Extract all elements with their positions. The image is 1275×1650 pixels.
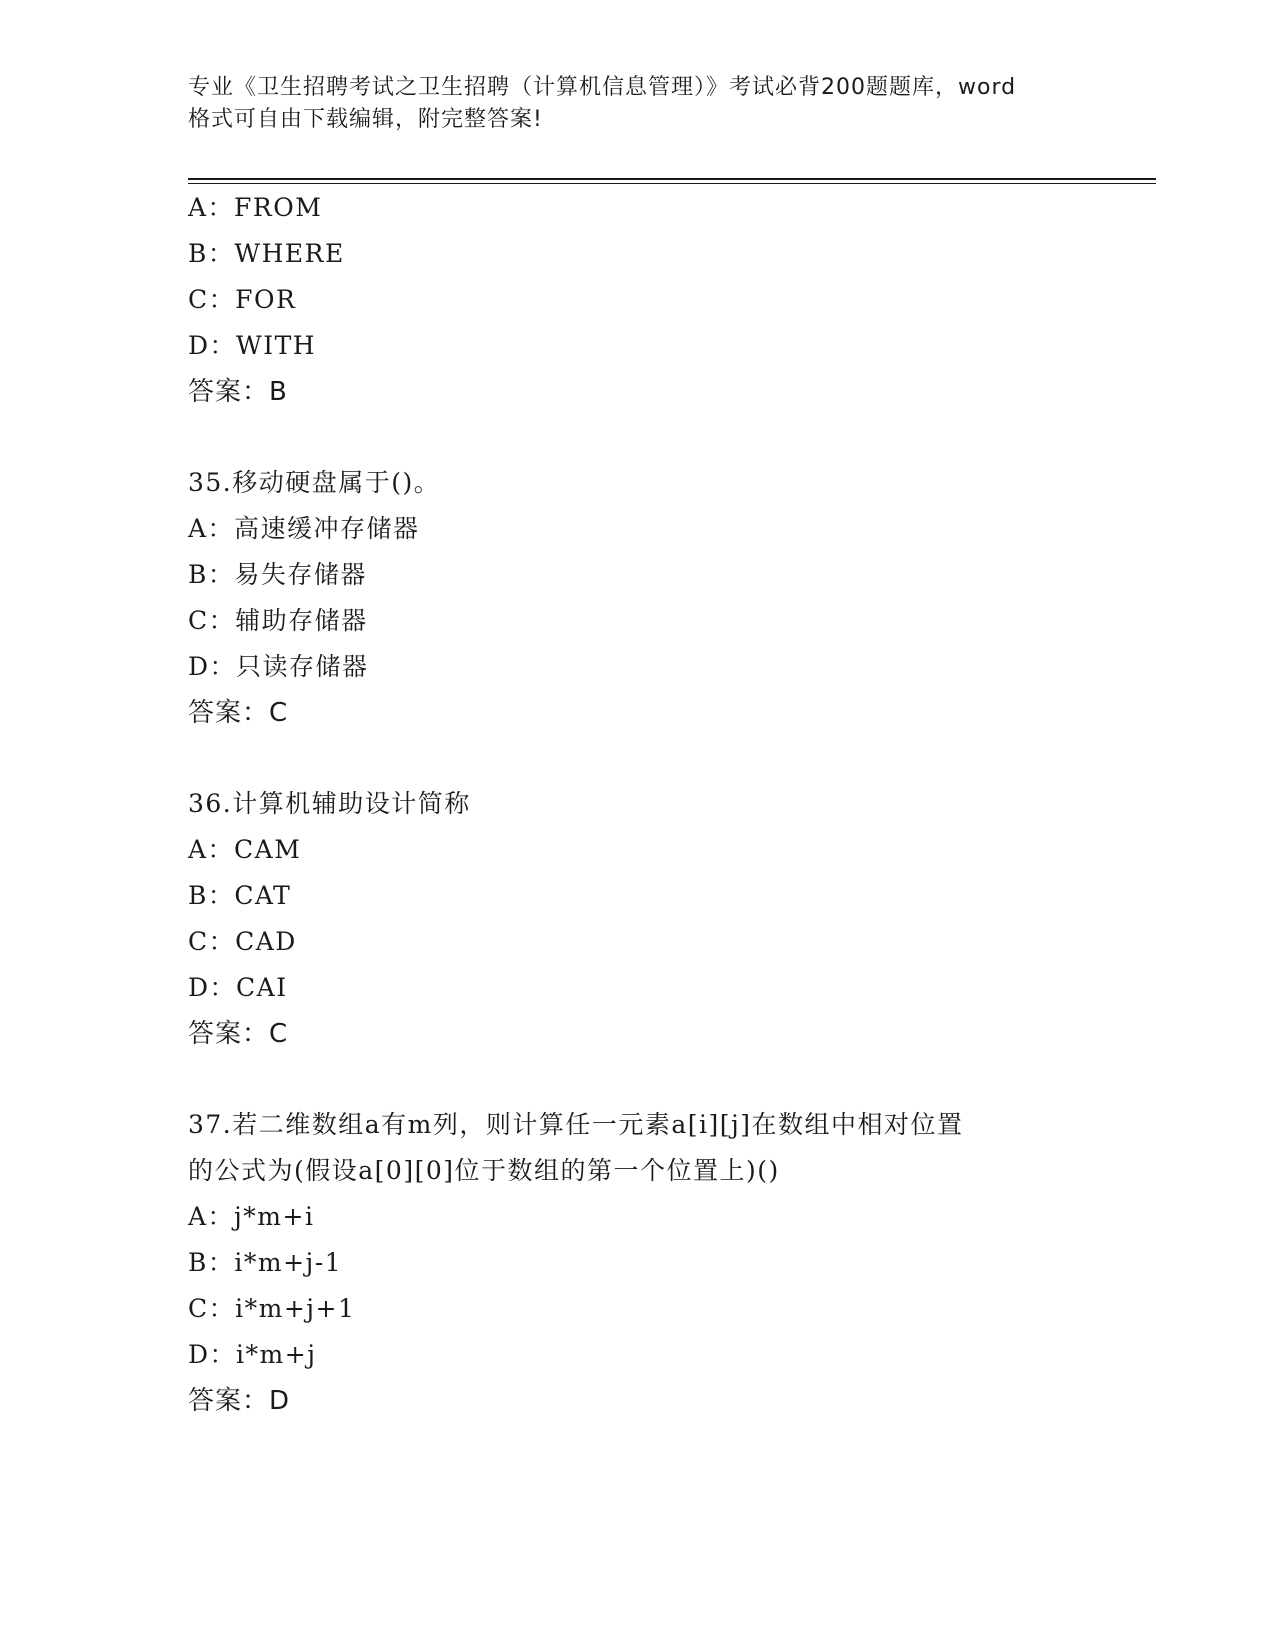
header-divider-thick: [188, 178, 1156, 180]
q35-option-c: C：辅助存储器: [188, 606, 368, 635]
q36-option-a: A：CAM: [188, 835, 302, 864]
q36-stem: 36.计算机辅助设计简称: [188, 789, 471, 818]
q37-option-a: A：j*m+i: [188, 1202, 315, 1231]
q37-answer: 答案：D: [188, 1386, 291, 1416]
q35-option-d: D：只读存储器: [188, 652, 369, 681]
q34-answer: 答案：B: [188, 377, 288, 407]
q34-option-c: C：FOR: [188, 285, 297, 314]
q37-option-c: C：i*m+j+1: [188, 1294, 356, 1323]
header-title-line-2: 格式可自由下载编辑，附完整答案!: [188, 107, 543, 132]
q37-stem-line-1: 37.若二维数组a有m列，则计算任一元素a[i][j]在数组中相对位置: [188, 1110, 964, 1139]
q35-option-b: B：易失存储器: [188, 560, 367, 589]
q34-option-d: D：WITH: [188, 331, 317, 360]
header-title-line-1: 专业《卫生招聘考试之卫生招聘（计算机信息管理）》考试必背200题题库，word: [188, 75, 1017, 100]
header-divider-thin: [188, 183, 1156, 184]
q35-option-a: A：高速缓冲存储器: [188, 514, 420, 543]
q34-option-b: B：WHERE: [188, 239, 345, 268]
q37-option-b: B：i*m+j-1: [188, 1248, 343, 1277]
q36-option-d: D：CAI: [188, 973, 288, 1002]
q37-option-d: D：i*m+j: [188, 1340, 317, 1369]
q36-option-b: B：CAT: [188, 881, 292, 910]
q35-stem: 35.移动硬盘属于()。: [188, 468, 441, 497]
q34-option-a: A：FROM: [188, 193, 323, 222]
q36-answer: 答案：C: [188, 1019, 289, 1049]
q36-option-c: C：CAD: [188, 927, 297, 956]
q37-stem-line-2: 的公式为(假设a[0][0]位于数组的第一个位置上)(): [188, 1156, 780, 1185]
document-header: [188, 72, 1088, 136]
q35-answer: 答案：C: [188, 698, 289, 728]
